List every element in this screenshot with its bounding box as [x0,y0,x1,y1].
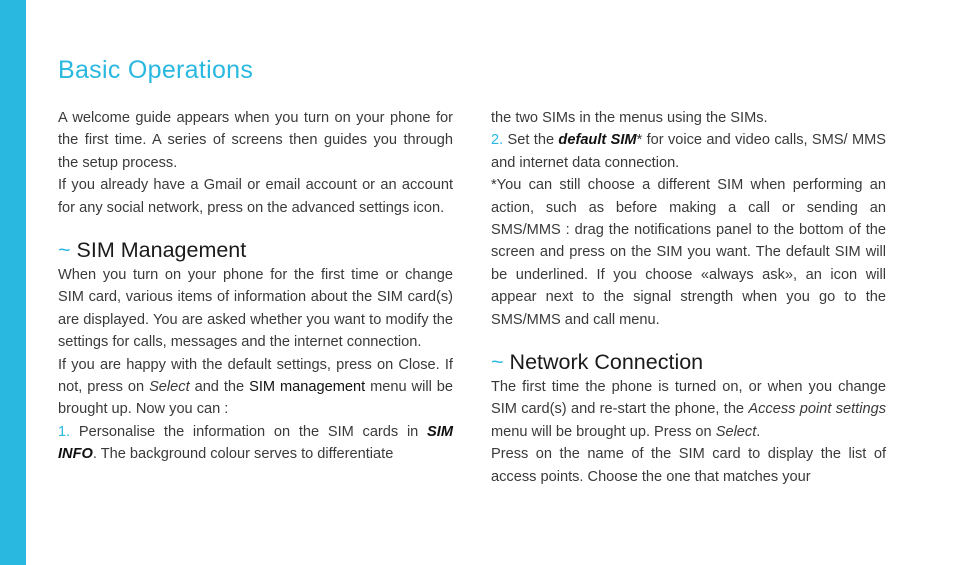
sim-info-term: SIM INFO [58,423,453,463]
access-point-settings-term: Access point settings [748,401,886,418]
network-paragraph-2: Press on the name of the SIM card to display the list of access points. Choose the one that matches your [491,446,886,485]
tilde-mark: ~ [491,350,504,375]
list-item-1-continued: the two SIMs in the menus using the SIMs. [491,110,768,126]
text-run: Set the [503,132,559,149]
select-term: Select [149,379,190,396]
text-run: menu will be brought up. Press on [491,423,716,440]
text-run: menu will be brought up. Now you can : [58,379,453,418]
footnote-paragraph: *You can still choose a different SIM when performing an action, such as before making a call or sending an SMS/MMS : drag the notifications panel to the bottom of the screen and press on the SIM you want. The default SIM will be underlined. If you choose «always ask», an icon will appear next to the signal strength when you go to the SMS/MMS and call menu. [491,177,886,328]
section-heading-network-connection [491,349,886,376]
network-paragraph-1 [491,376,886,443]
left-column [58,107,453,466]
list-item-1 [58,421,453,466]
default-sim-term: default SIM [558,132,637,149]
section-heading-sim-management [58,237,453,264]
section-title: SIM Management [76,238,247,263]
right-column [491,107,886,488]
text-run: The first time the phone is turned on, or when you change SIM card(s) and re-start the phone, the [491,379,886,418]
sim-paragraph-1: When you turn on your phone for the first time or change SIM card, various items of information about the SIM card(s) are displayed. You are asked whether you want to modify the settings for calls, messages and the internet connection. [58,267,453,351]
text-run: and the [189,379,250,396]
text-run: Personalise the information on the SIM cards in [70,423,428,440]
intro-paragraph-2: If you already have a Gmail or email account or an account for any social network, press on the advanced settings icon. [58,177,453,216]
text-run: . [756,423,761,440]
text-run: . The background colour serves to differentiate [92,446,394,463]
intro-paragraph-1: A welcome guide appears when you turn on your phone for the first time. A series of screens then guides you through the setup process. [58,110,453,171]
text-run: If you are happy with the default settings, press on Close. If not, press on [58,356,453,396]
sim-management-menu-term: SIM management [249,379,366,396]
text-run: * for voice and video calls, SMS/ MMS and internet data connection. [491,132,887,171]
section-title: Network Connection [509,350,704,375]
tilde-mark: ~ [58,238,71,263]
select-term: Select [715,423,757,440]
list-number: 2. [491,132,504,149]
side-color-bar [0,0,26,565]
list-item-2 [491,129,886,174]
list-number: 1. [58,423,71,440]
page-title: Basic Operations [58,56,254,84]
sim-paragraph-2 [58,354,453,421]
